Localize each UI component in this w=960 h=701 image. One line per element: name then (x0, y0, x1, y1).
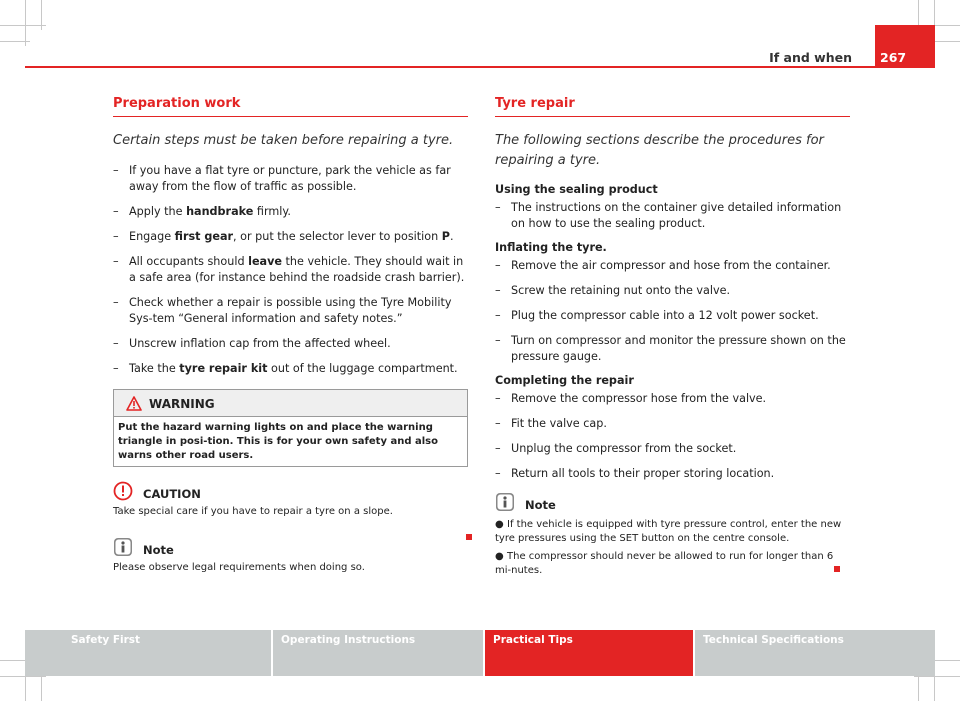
step-item: – Unplug the compressor from the socket. (495, 442, 737, 455)
info-icon (495, 492, 515, 512)
sealing-steps (495, 200, 850, 232)
step-item: – Turn on compressor and monitor the pressure shown on the pressure gauge. (495, 334, 846, 363)
caution-block (113, 481, 468, 519)
gear-position: P (441, 230, 450, 243)
step-item: – Return all tools to their proper storing location. (495, 467, 775, 480)
step-item: – Take the tyre repair kit out of the luggage compartment. (113, 362, 458, 375)
header-rule (25, 66, 935, 68)
section-end-mark (834, 566, 840, 572)
warning-triangle-icon (126, 396, 142, 411)
tab-practical-tips[interactable]: Practical Tips (485, 630, 693, 676)
section-heading-preparation: Preparation work (113, 96, 468, 117)
crop-mark (41, 0, 42, 30)
section-intro: The following sections describe the procedures for repairing a tyre. (495, 133, 824, 168)
preparation-steps (113, 163, 468, 377)
info-icon (113, 537, 133, 557)
dash-icon: – (113, 255, 119, 268)
crop-mark (914, 676, 960, 677)
left-column (113, 96, 468, 575)
note-header (495, 492, 850, 514)
tab-operating-instructions[interactable]: Operating Instructions (273, 630, 483, 676)
note-text: Please observe legal requirements when doing so. (113, 562, 365, 573)
step-item: – Check whether a repair is possible using the Tyre Mobility Sys-tem “General information and safety notes.” (113, 296, 452, 325)
step-item: – Plug the compressor cable into a 12 volt power socket. (495, 309, 819, 322)
tab-technical-specifications[interactable]: Technical Specifications (695, 630, 935, 676)
dash-icon: – (495, 201, 501, 214)
note-header (113, 537, 468, 559)
inflating-steps (495, 258, 850, 365)
section-heading-tyre-repair: Tyre repair (495, 96, 850, 117)
dash-icon: – (113, 164, 119, 177)
dash-icon: – (113, 205, 119, 218)
note-title: Note (143, 543, 174, 557)
step-item: – Fit the valve cap. (495, 417, 607, 430)
dash-icon: – (495, 467, 501, 480)
dash-icon: – (113, 362, 119, 375)
dash-icon: – (495, 392, 501, 405)
warning-header (114, 390, 467, 417)
note-block (495, 492, 850, 578)
warning-box (113, 389, 468, 467)
completing-steps (495, 391, 850, 482)
subheading-completing: Completing the repair (495, 374, 634, 387)
dash-icon: – (113, 337, 119, 350)
note-block (113, 537, 468, 575)
page-number: 267 (880, 50, 907, 65)
caution-header (113, 481, 468, 503)
dash-icon: – (495, 417, 501, 430)
note-title: Note (525, 498, 556, 512)
crop-mark (0, 41, 30, 42)
bullet-icon: ● (495, 519, 504, 530)
page-title: If and when (769, 50, 852, 65)
step-item: – Remove the air compressor and hose from the container. (495, 259, 831, 272)
subheading-sealing: Using the sealing product (495, 183, 658, 196)
caution-text: Take special care if you have to repair a tyre on a slope. (113, 506, 393, 517)
dash-icon: – (495, 442, 501, 455)
dash-icon: – (495, 334, 501, 347)
step-item: – Apply the handbrake firmly. (113, 205, 291, 218)
bullet-icon: ● (495, 551, 504, 562)
step-item: – If you have a flat tyre or puncture, park the vehicle as far away from the flow of traffic as possible. (113, 164, 451, 193)
step-item: – Screw the retaining nut onto the valve. (495, 284, 731, 297)
step-item: – Remove the compressor hose from the valve. (495, 392, 767, 405)
section-intro: Certain steps must be taken before repairing a tyre. (113, 133, 454, 148)
dash-icon: – (113, 296, 119, 309)
note-bullet: ● If the vehicle is equipped with tyre pressure control, enter the new tyre pressures using the SET button on the centre console. (495, 519, 842, 544)
crop-mark (0, 25, 46, 26)
subheading-inflating: Inflating the tyre. (495, 241, 607, 254)
step-item: – Unscrew inflation cap from the affected wheel. (113, 337, 391, 350)
dash-icon: – (495, 284, 501, 297)
warning-title: WARNING (149, 397, 215, 411)
tab-safety-first[interactable]: Safety First (25, 630, 271, 676)
crop-mark (0, 676, 46, 677)
warning-text: Put the hazard warning lights on and place the warning triangle in posi-tion. This is for your own safety and also warns other road users. (118, 422, 438, 461)
note-bullet: ● The compressor should never be allowed to run for longer than 6 mi-nutes. (495, 551, 834, 576)
section-end-mark (466, 534, 472, 540)
dash-icon: – (495, 309, 501, 322)
step-item: – Engage first gear, or put the selector lever to position P. (113, 230, 454, 243)
dash-icon: – (113, 230, 119, 243)
caution-title: CAUTION (143, 487, 201, 501)
exclamation-circle-icon (113, 481, 133, 501)
right-column (495, 96, 850, 578)
chapter-navigation (25, 630, 935, 676)
dash-icon: – (495, 259, 501, 272)
step-item: – All occupants should leave the vehicle. They should wait in a safe area (for instance behind the roadside crash barrier). (113, 255, 465, 284)
step-item: – The instructions on the container give detailed information on how to use the sealing product. (495, 201, 842, 230)
crop-mark (25, 0, 26, 46)
